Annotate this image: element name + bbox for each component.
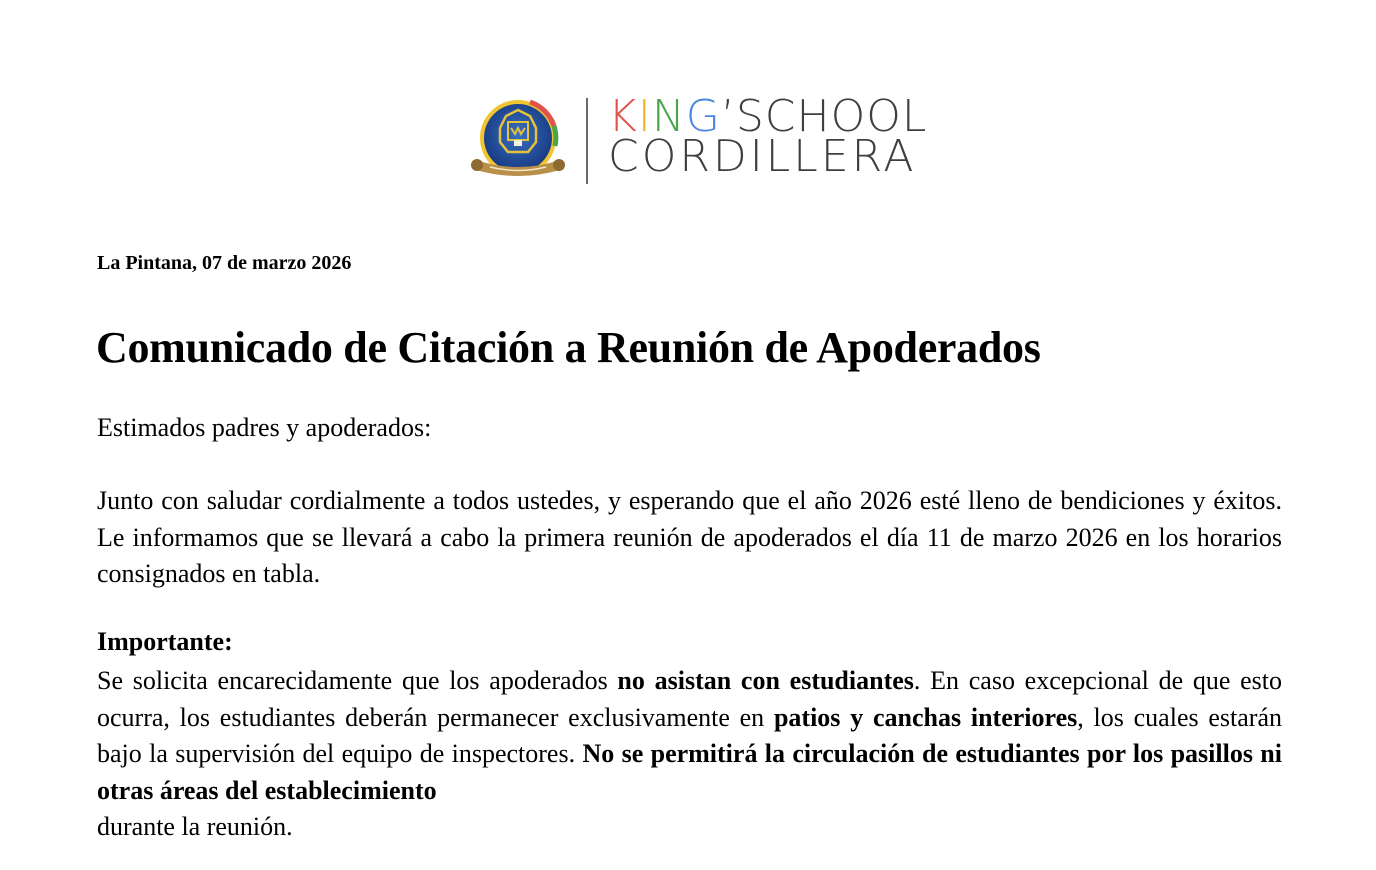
logo-letter-k: K [608,91,638,142]
school-crest-icon [468,96,568,186]
important-emphasis-patios: patios y canchas interiores [773,702,1078,732]
logo-subtitle: CORDILLERA [608,131,917,182]
important-text-1: Se solicita encarecidamente que los apoderados [97,666,618,695]
logo-letter-g: G [685,91,721,142]
important-emphasis-no-students: no asistan con estudiantes [617,666,914,695]
important-emphasis-no-circulation: No se permitirá la circulación de estudiantes por los pasillos ni otras áreas del establecimiento [97,739,1282,805]
important-label: Importante: [97,627,233,656]
school-logo [462,91,928,192]
important-paragraph [97,663,1282,846]
logo-letter-n: N [651,91,686,142]
logo-divider [586,98,588,184]
important-text-4: durante la reunión. [97,812,293,841]
logo-wordmark [608,91,928,182]
greeting: Estimados padres y apoderados: [97,413,432,442]
document-title: Comunicado de Citación a Reunión de Apoderados [96,323,1041,372]
important-text-3: , los cuales estarán bajo la supervisión del equipo de inspectores. [97,702,1282,768]
document-date: La Pintana, 07 de marzo 2026 [97,252,352,274]
logo-letter-i: I [637,91,652,142]
important-text-2: . En caso excepcional de que esto ocurra, los estudiantes deberán permanecer exclusivamente en [97,666,1282,732]
intro-paragraph: Junto con saludar cordialmente a todos ustedes, y esperando que el año 2026 esté lleno de bendiciones y éxitos. Le informamos que se llevará a cabo la primera reunión de apoderados el día 11 de marzo 2026 en los horarios consignados en tabla. [97,486,1282,588]
logo-name-rest: ’SCHOOL [720,91,928,142]
